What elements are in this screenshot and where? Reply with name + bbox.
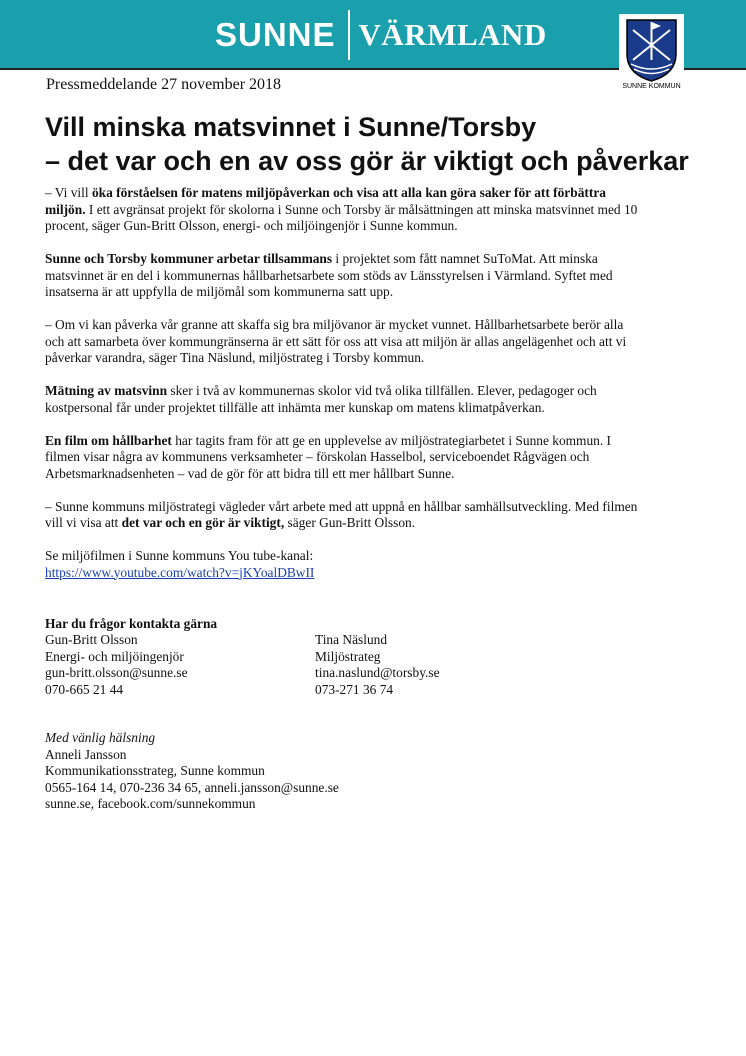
p4-text: sker i två av kommunernas skolor vid två olika tillfällen. Elever, pedagoger och kostpersonal får under projektet tillfälle att inhämta mer kunskap om matens klimatpåverkan. [45, 383, 597, 415]
paragraph-3: – Om vi kan påverka vår granne att skaffa sig bra miljövanor är mycket vunnet. Hållbarhetsarbete berör alla och att samarbeta över kommungränserna är ett sätt för oss att visa att miljön är allas angelägenhet och att vi påverkar varandra, säger Tina Näslund, miljöstrateg i Torsby kommun. [45, 317, 627, 365]
p6-text-c: säger Gun-Britt Olsson. [284, 515, 416, 530]
contact-name: Tina Näslund [315, 632, 388, 647]
p2-bold: Sunne och Torsby kommuner arbetar tillsammans [45, 251, 333, 266]
p5-bold: En film om hållbarhet [45, 432, 172, 448]
contact-phone: 073-271 36 74 [315, 681, 394, 697]
contact-tina [315, 632, 440, 698]
p6-text-a: – Sunne kommuns miljöstrategi vägleder vårt arbete med att uppnå en hållbar samhällsutveckling. Med filmen vill vi visa att [45, 498, 638, 530]
p6-bold: det var och en gör är viktigt, [121, 515, 285, 530]
closing-name: Anneli Jansson [45, 746, 127, 762]
film-text: Se miljöfilmen i Sunne kommuns You tube-kanal: [45, 548, 314, 563]
contact-email[interactable]: tina.naslund@torsby.se [315, 665, 440, 680]
paragraph-2 [45, 251, 645, 301]
brand-divider [348, 10, 350, 60]
closing-contact[interactable]: 0565-164 14, 070-236 34 65, anneli.jansson@sunne.se [45, 779, 339, 795]
p1-bold: öka förståelsen för matens miljöpåverkan och visa att alla kan göra saker för att förbättra miljön. [45, 185, 606, 217]
coat-of-arms-icon [619, 14, 684, 94]
brand-logo [215, 8, 547, 62]
contact-gun-britt [45, 632, 188, 698]
paragraph-1 [45, 185, 645, 235]
p5-text: har tagits fram för att ge en upplevelse av miljöstrategiarbetet i Sunne kommun. I filmen visar några av kommunens verksamheter – förskolan Hasselbol, serviceboendet Rågvägen och Arbetsmarknadsenheten – vad de gör för att bidra till ett mer hållbart Sunne. [45, 432, 612, 481]
p4-bold: Mätning av matsvinn [45, 383, 168, 398]
closing-signature [45, 730, 339, 813]
contact-role: Energi- och miljöingenjör [45, 648, 184, 664]
article-body [45, 185, 645, 598]
title-line-2: – det var och en av oss gör är viktigt och påverkar [45, 146, 689, 176]
page-title [45, 110, 689, 178]
film-link[interactable]: https://www.youtube.com/watch?v=jKYoalDBwII [45, 564, 315, 580]
brand-left-text: SUNNE [215, 16, 336, 53]
contact-email[interactable]: gun-britt.olsson@sunne.se [45, 665, 188, 680]
closing-title: Kommunikationsstrateg, Sunne kommun [45, 763, 265, 778]
p1-text-c: I ett avgränsat projekt för skolorna i Sunne och Torsby är målsättningen att minska matsvinnet med 10 procent, säger Gun-Britt Olsson, energi- och miljöingenjör i Sunne kommun. [45, 201, 638, 233]
emblem-caption: SUNNE KOMMUN [622, 83, 681, 90]
p1-text-a: – Vi vill [45, 185, 92, 200]
closing-web[interactable]: sunne.se, facebook.com/sunnekommun [45, 796, 256, 811]
paragraph-film [45, 548, 645, 581]
paragraph-4 [45, 383, 645, 416]
contact-phone: 070-665 21 44 [45, 681, 124, 697]
brand-right-text: VÄRMLAND [358, 17, 547, 52]
contact-name: Gun-Britt Olsson [45, 632, 138, 647]
title-line-1: Vill minska matsvinnet i Sunne/Torsby [45, 112, 537, 142]
p2-text: i projektet som fått namnet SuToMat. Att minska matsvinnet är en del i kommunernas hållbarhetsarbete som stöds av Länsstyrelsen i Värmland. Syftet med insatserna är att uppfylla de miljömål som kommunerna satt upp. [45, 251, 613, 299]
paragraph-6 [45, 499, 645, 532]
paragraph-5 [45, 433, 645, 483]
contact-heading: Har du frågor kontakta gärna [45, 616, 218, 631]
closing-greeting: Med vänlig hälsning [45, 730, 156, 745]
contact-role: Miljöstrateg [315, 648, 381, 664]
dateline: Pressmeddelande 27 november 2018 [46, 76, 282, 93]
